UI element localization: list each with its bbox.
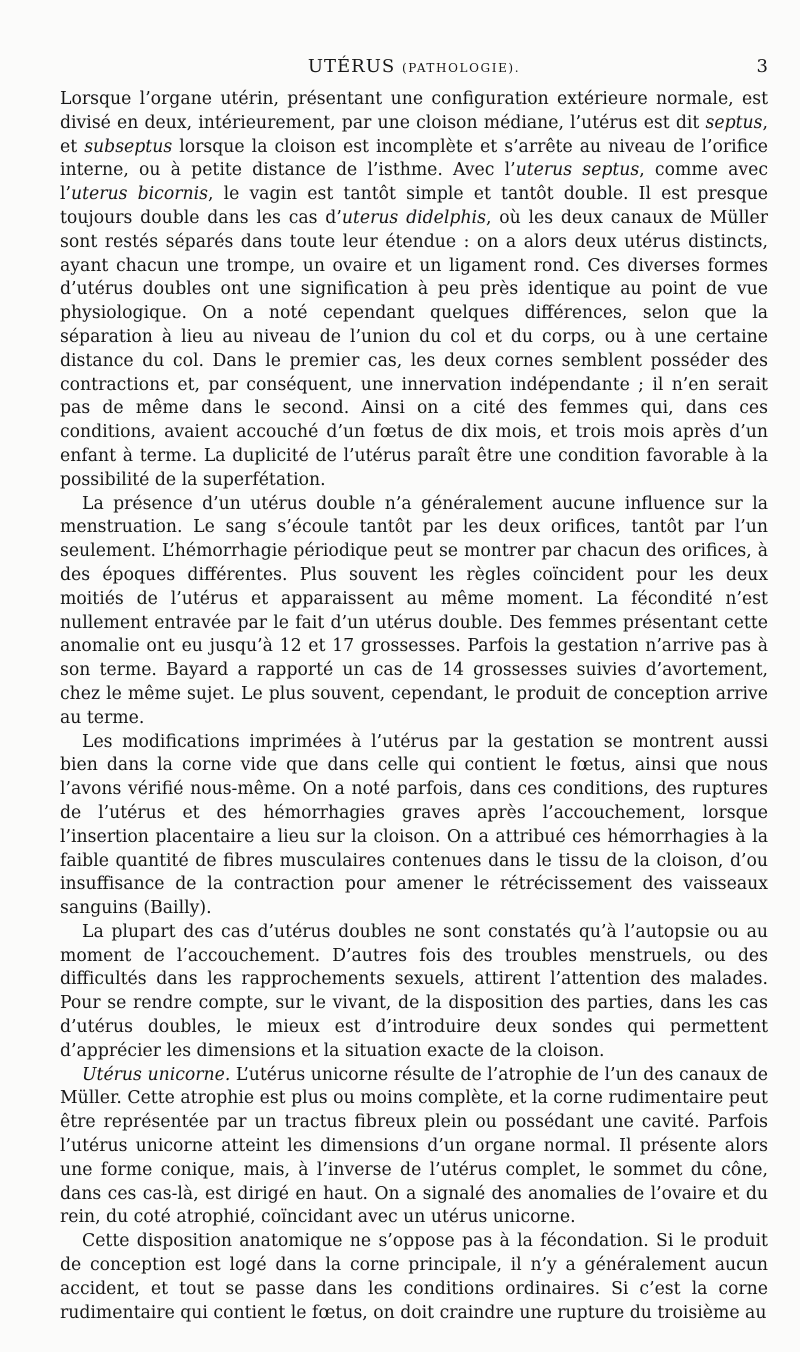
italic-term: subseptus — [84, 136, 173, 157]
text-run: Cette disposition anatomique ne s’oppose pas à la fécondation. Si le produit de conception est logé dans la corne principale, il n’y a généralement aucun accident, et tout se passe dans les conditions ordinaires. Si c’est la corne rudimentaire qui contient le fœtus, on doit craindre une rupture du troisième au — [60, 1231, 768, 1323]
text-run: Les modifications imprimées à l’utérus par la gestation se montrent aussi bien dans la corne vide que dans celle qui contient le fœtus, ainsi que nous l’avons vérifié nous-même. On a noté parfois, dans ces conditions, des ruptures de l’utérus et des hémorrhagies graves après l’accouchement, lorsque l’insertion placentaire a lieu sur la cloison. On a attribué ces hémorrhagies à la faible quantité de fibres musculaires contenues dans le tissu de la cloison, d’ou insuffisance de la contraction pour amener le rétrécissement des vaisseaux sanguins (Bailly). — [60, 731, 768, 919]
running-head-title — [60, 56, 768, 77]
text-run: , où les deux canaux de Müller sont restés séparés dans toute leur étendue : on a alors deux utérus distincts, ayant chacun une trompe, un ovaire et un ligament rond. Ces diverses formes d’utérus doubles ont une signification à peu près identique au point de vue physiologique. On a noté cependant quelques différences, selon que la séparation à lieu au niveau de l’union du col et du corps, ou à une certaine distance du col. Dans le premier cas, les deux cornes semblent posséder des contractions et, par conséquent, une innervation indépendante ; il n’en serait pas de même dans le second. Ainsi on a cité des femmes qui, dans ces conditions, avaient accouché d’un fœtus de dix mois, et trois mois après d’un enfant à terme. La duplicité de l’utérus paraît être une condition favorable à la possibilité de la superfétation. — [60, 207, 769, 490]
italic-term: uterus bicornis — [71, 184, 208, 205]
italic-term: uterus septus — [515, 160, 640, 181]
page-number: 3 — [756, 56, 768, 77]
paragraph-5-section-unicorne — [60, 1064, 768, 1231]
italic-term: uterus didelphis — [341, 207, 486, 228]
text-run: , le vagin est tantôt simple et tantôt double. Il est presque toujours double dans les cas d’ — [60, 184, 768, 228]
text-run: Lorsque l’organe utérin, présentant une configuration extérieure normale, est divisé en deux, intérieurement, par une cloison médiane, l’utérus est dit — [60, 89, 768, 133]
running-head-subtitle: (PATHOLOGIE). — [401, 61, 521, 75]
text-run: La présence d’un utérus double n’a généralement aucune influence sur la menstruation. Le sang s’écoule tantôt par les deux orifices, tantôt par l’un seulement. L’hémorrhagie périodique peut se montrer par chacun des orifices, à des époques différentes. Plus souvent les règles coïncident pour les deux moitiés de l’utérus et apparaissent au même moment. La fécondité n’est nullement entravée par le fait d’un utérus double. Des femmes présentant cette anomalie ont eu jusqu’à 12 et 17 grossesses. Parfois la gestation n’arrive pas à son terme. Bayard a rapporté un cas de 14 grossesses suivies d’avortement, chez le même sujet. Le plus souvent, cependant, le produit de conception arrive au terme. — [60, 493, 768, 728]
paragraph-6 — [60, 1230, 768, 1325]
italic-term: Utérus unicorne. — [82, 1064, 231, 1085]
italic-term: septus — [705, 112, 763, 133]
text-run: , comme avec l’ — [60, 160, 768, 205]
running-head — [60, 56, 768, 82]
running-head-main: UTÉRUS — [307, 56, 396, 77]
paragraph-1 — [60, 88, 768, 493]
body-text — [60, 88, 768, 1325]
text-run: La plupart des cas d’utérus doubles ne sont constatés qu’à l’autopsie ou au moment de l’accouchement. D’autres fois des troubles menstruels, ou des difficultés dans les rapprochements sexuels, attirent l’attention des malades. Pour se rendre compte, sur le vivant, de la disposition des parties, dans les cas d’utérus doubles, le mieux est d’introduire deux sondes qui permettent d’apprécier les dimensions et la situation exacte de la cloison. — [60, 921, 768, 1061]
paragraph-3 — [60, 731, 768, 921]
text-run: lorsque la cloison est incomplète et s’arrête au niveau de l’orifice interne, ou à petite distance de l’isthme. Avec l’ — [60, 136, 769, 181]
text-run: , et — [60, 112, 768, 157]
paragraph-2 — [60, 493, 768, 731]
paragraph-4 — [60, 921, 768, 1064]
text-run: L’utérus unicorne résulte de l’atrophie de l’un des canaux de Müller. Cette atrophie est plus ou moins complète, et la corne rudimentaire peut être représentée par un tractus fibreux plein ou possédant une cavité. Parfois l’utérus unicorne atteint les dimensions d’un organe normal. Il présente alors une forme conique, mais, à l’inverse de l’utérus complet, le sommet du cône, dans ces cas-là, est dirigé en haut. On a signalé des anomalies de l’ovaire et du rein, du coté atrophié, coïncidant avec un utérus unicorne. — [60, 1064, 769, 1228]
